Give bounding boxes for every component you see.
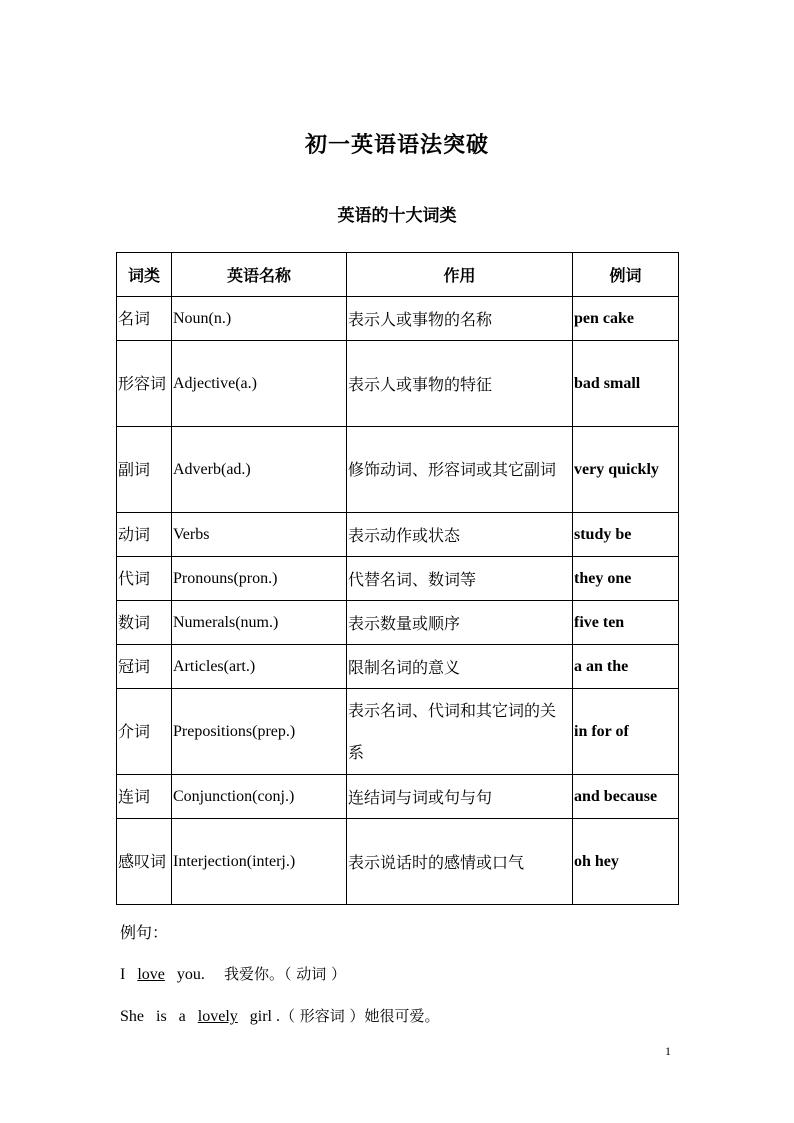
- cell-category: 副词: [117, 427, 172, 513]
- sentence-2-translation: （ 形容词 ）她很可爱。: [280, 1007, 440, 1025]
- cell-english-name: Conjunction(conj.): [172, 775, 347, 819]
- cell-example: in for of: [573, 689, 679, 775]
- cell-function: 修饰动词、形容词或其它副词: [347, 427, 573, 513]
- page-number: 1: [665, 1044, 671, 1058]
- cell-function: 代替名词、数词等: [347, 557, 573, 601]
- cell-function: 表示人或事物的特征: [347, 341, 573, 427]
- table-row: [117, 775, 679, 819]
- cell-english-name: Verbs: [172, 513, 347, 557]
- examples-label: 例句：: [120, 923, 169, 942]
- word-class-table: [116, 252, 679, 905]
- cell-category: 动词: [117, 513, 172, 557]
- table-row: [117, 427, 679, 513]
- cell-english-name: Numerals(num.): [172, 601, 347, 645]
- sentence-1-end: you.: [164, 966, 205, 983]
- header-english-name: 英语名称: [172, 253, 347, 297]
- cell-category: 数词: [117, 601, 172, 645]
- sentence-2-start: She is a: [120, 1008, 198, 1025]
- cell-example: bad small: [573, 341, 679, 427]
- header-function: 作用: [347, 253, 573, 297]
- cell-english-name: Articles(art.): [172, 645, 347, 689]
- page-title: 初一英语语法突破: [304, 132, 489, 158]
- sentence-1-translation: 我爱你。（ 动词 ）: [204, 965, 346, 983]
- cell-english-name: Adverb(ad.): [172, 427, 347, 513]
- sentence-2-key-word: lovely: [197, 1008, 238, 1025]
- cell-english-name: Pronouns(pron.): [172, 557, 347, 601]
- cell-english-name: Noun(n.): [172, 297, 347, 341]
- table-row: [117, 689, 679, 775]
- cell-function: 连结词与词或句与句: [347, 775, 573, 819]
- cell-function: 表示数量或顺序: [347, 601, 573, 645]
- cell-example: very quickly: [573, 427, 679, 513]
- header-category: 词类: [117, 253, 172, 297]
- table-header-row: [117, 253, 679, 297]
- cell-function: 表示动作或状态: [347, 513, 573, 557]
- table-row: [117, 341, 679, 427]
- cell-example: study be: [573, 513, 679, 557]
- cell-example: oh hey: [573, 819, 679, 905]
- cell-english-name: Prepositions(prep.): [172, 689, 347, 775]
- table-row: [117, 645, 679, 689]
- cell-example: they one: [573, 557, 679, 601]
- sentence-2-end: girl .: [237, 1008, 280, 1025]
- cell-category: 感叹词: [117, 819, 172, 905]
- sentence-1-start: I: [120, 966, 138, 983]
- cell-function: 表示说话时的感情或口气: [347, 819, 573, 905]
- header-example: 例词: [573, 253, 679, 297]
- cell-function: 表示名词、代词和其它词的关系: [347, 689, 573, 775]
- section-title: 英语的十大词类: [337, 206, 457, 226]
- cell-function: 限制名词的意义: [347, 645, 573, 689]
- example-sentence-2: [120, 1005, 440, 1026]
- sentence-1-key-word: love: [137, 966, 165, 983]
- cell-example: a an the: [573, 645, 679, 689]
- cell-category: 介词: [117, 689, 172, 775]
- example-sentence-1: [120, 963, 346, 984]
- cell-english-name: Adjective(a.): [172, 341, 347, 427]
- cell-category: 冠词: [117, 645, 172, 689]
- cell-english-name: Interjection(interj.): [172, 819, 347, 905]
- cell-category: 形容词: [117, 341, 172, 427]
- table-row: [117, 297, 679, 341]
- cell-function: 表示人或事物的名称: [347, 297, 573, 341]
- table-row: [117, 601, 679, 645]
- cell-category: 连词: [117, 775, 172, 819]
- cell-category: 名词: [117, 297, 172, 341]
- cell-example: and because: [573, 775, 679, 819]
- table-row: [117, 819, 679, 905]
- table-row: [117, 513, 679, 557]
- cell-category: 代词: [117, 557, 172, 601]
- table-row: [117, 557, 679, 601]
- cell-example: pen cake: [573, 297, 679, 341]
- cell-example: five ten: [573, 601, 679, 645]
